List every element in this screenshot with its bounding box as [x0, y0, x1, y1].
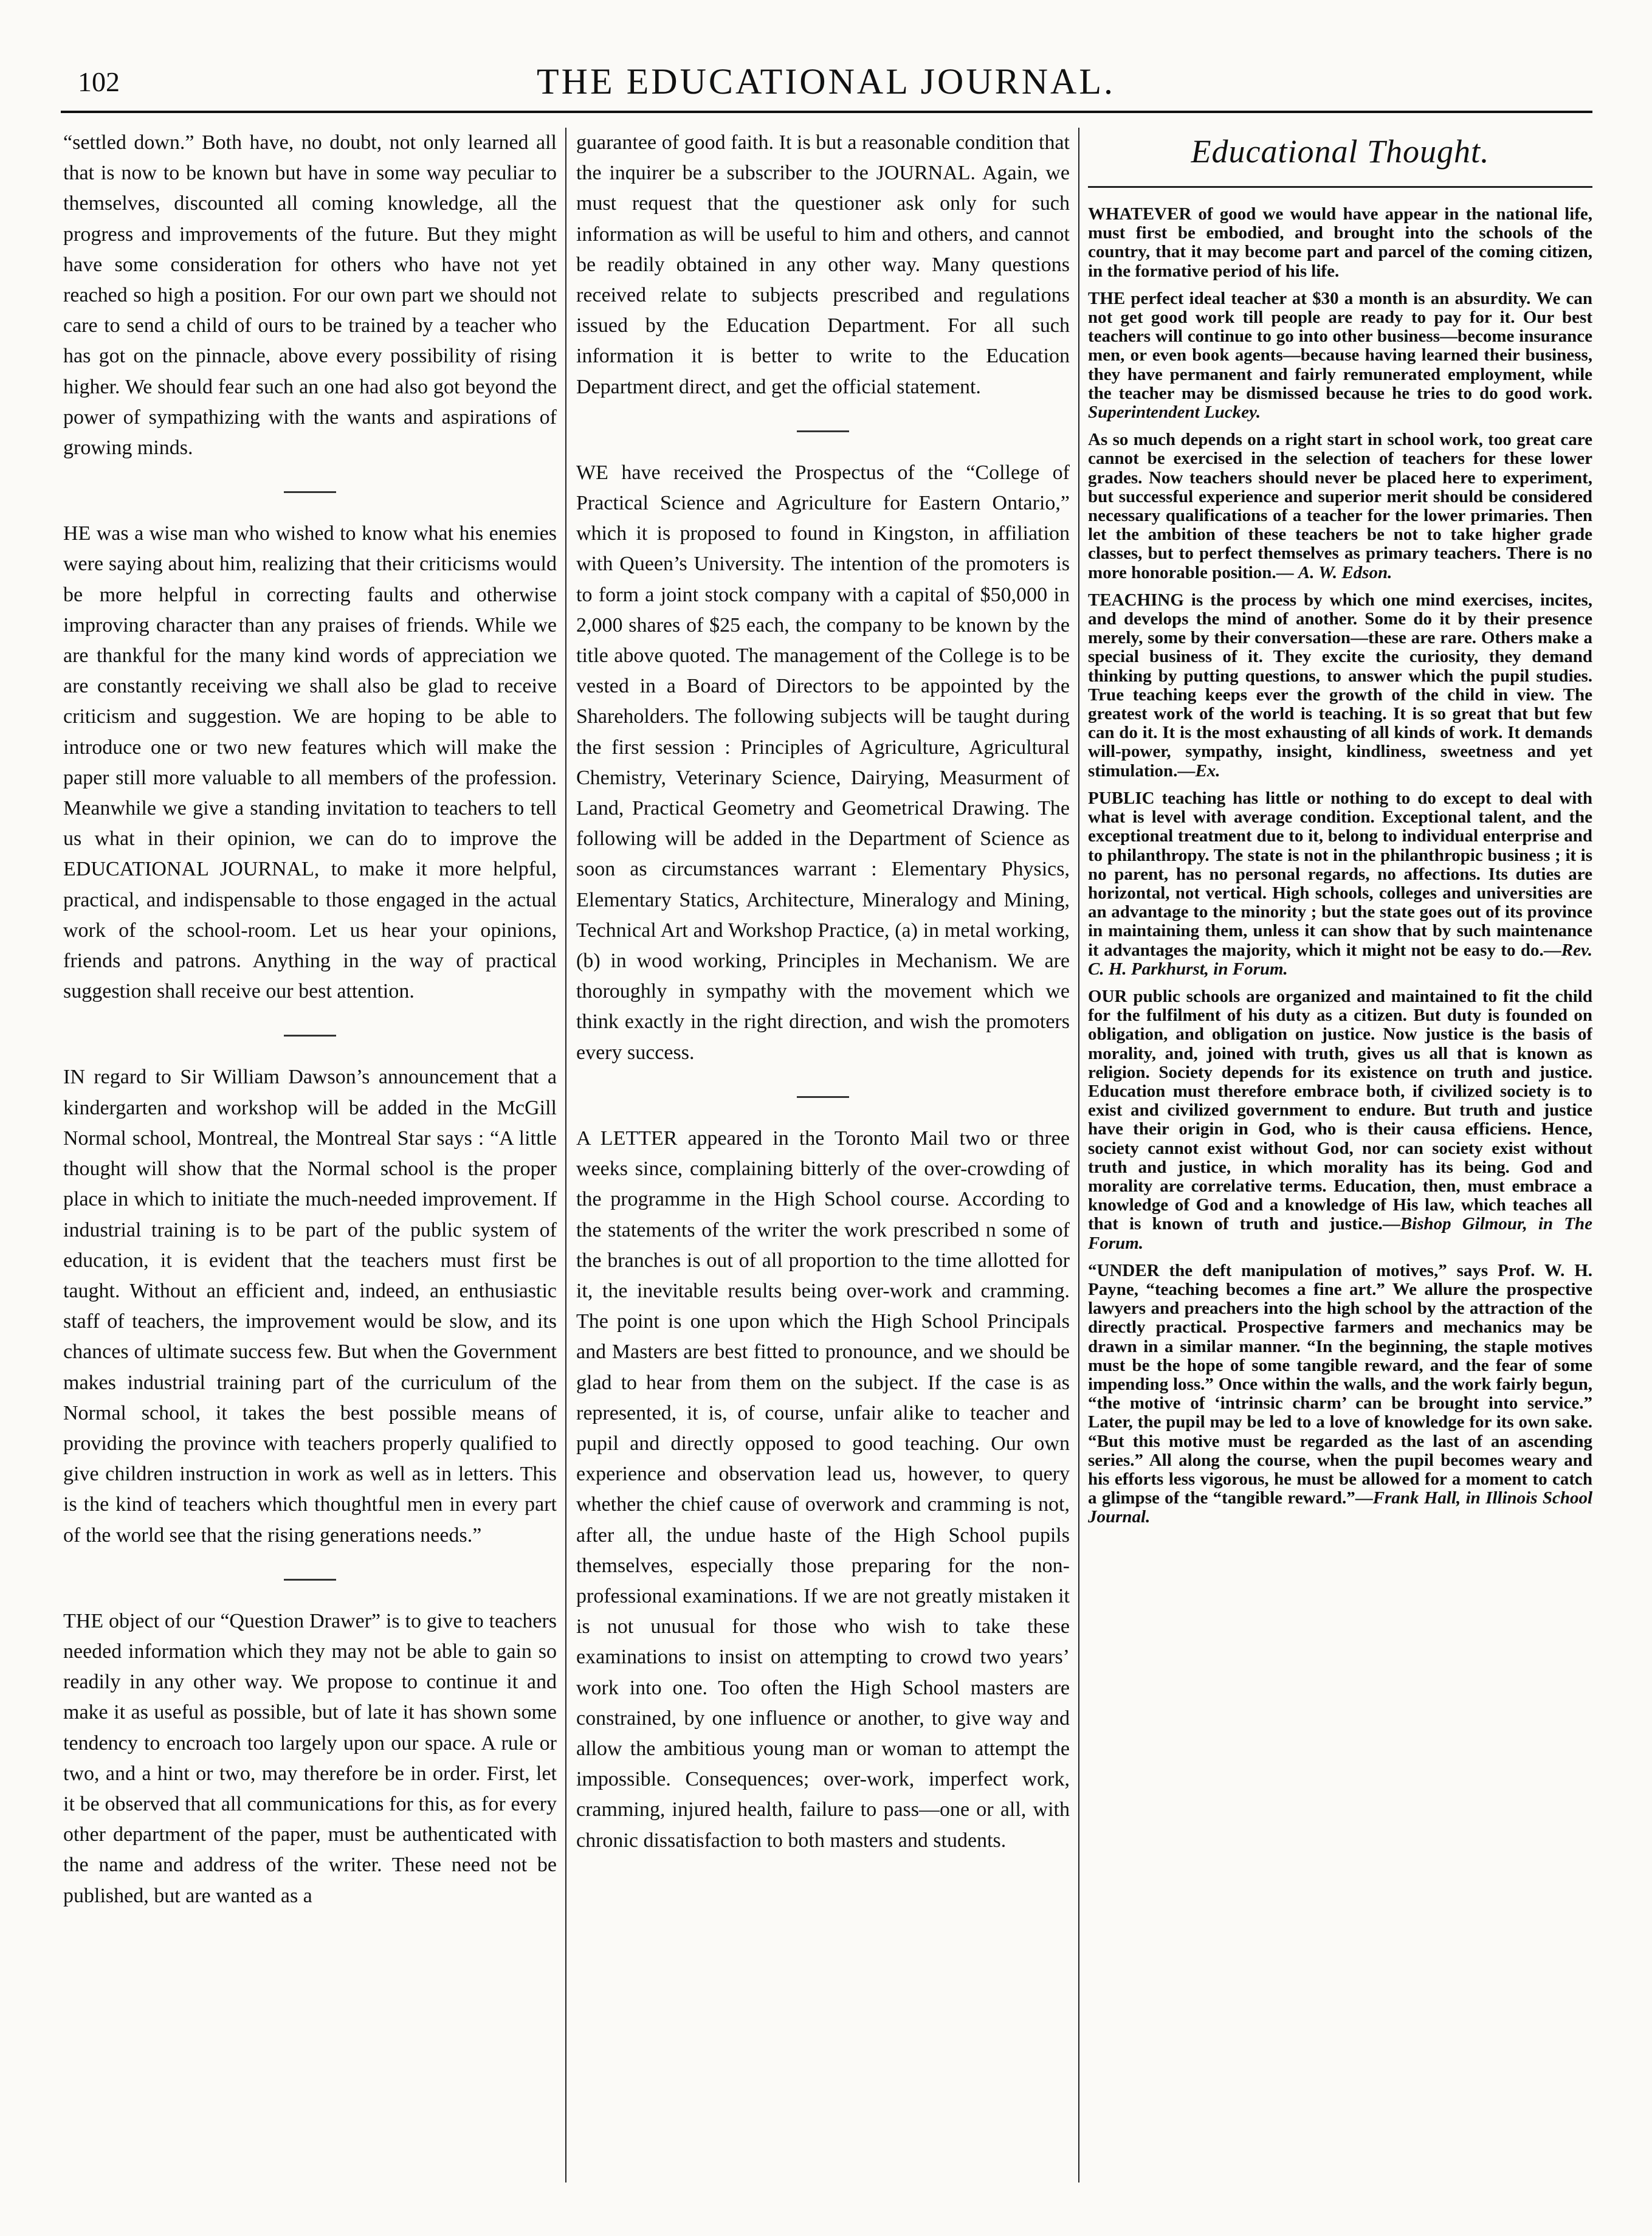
column-left: [63, 128, 557, 2183]
quote-text: PUBLIC teaching has little or nothing to do except to deal with what is level with average condition. Exceptional talent, and the exceptional treatment due to it, belong to individual enterprise and to philanthropy. The state is not in the philanthropic business ; it is no parent, has no personal regards, no affections. Its duties are horizontal, not vertical. High schools, colleges and universities are an advantage to the minority ; but the state goes out of its province in maintaining them, unless it can show that by such maintenance it advantages the majority, which it might not be easy to do.—: [1088, 788, 1592, 960]
paragraph: “settled down.” Both have, no doubt, not only learned all that is now to be known but have in some way peculiar to themselves, discounted all coming knowledge, all the progress and improvements of the future. But they might have some consideration for others who have not yet reached so high a position. For our own part we should not care to send a child of ours to be trained by a teacher who has got on the pinnacle, above every possibility of rising higher. We should fear such an one had also got beyond the power of sympathizing with the wants and aspirations of growing minds.: [63, 131, 557, 460]
quote-attribution: Rev. C. H. Parkhurst, in Forum.: [1088, 940, 1592, 979]
quote-item: [1088, 430, 1592, 582]
heading-rule: [1088, 186, 1592, 188]
section-separator: [284, 1035, 336, 1037]
column-divider: [565, 128, 566, 2183]
section-separator: [284, 491, 336, 493]
paragraph: guarantee of good faith. It is but a reasonable condition that the inquirer be a subscriber to the JOURNAL. Again, we must request that the questioner ask only for such information as will be useful to him and others, and cannot be readily obtained in any other way. Many questions received relate to subjects prescribed and regulations issued by the Education Department. For all such information it is better to write to the Education Department direct, and get the official statement.: [576, 131, 1070, 398]
column-right: [1088, 128, 1592, 2183]
quote-item: [1088, 1261, 1592, 1527]
quote-text: As so much depends on a right start in school work, too great care cannot be exercised in the selection of teachers for these lower grades. Now teachers should never be placed here to experiment, but successful experience and superior merit should be considered necessary qualifications of a teacher for the lower primaries. Then let the ambition of these teachers be not to take higher grade classes, but to perfect themselves as primary teachers. There is no more honorable position.—: [1088, 430, 1592, 582]
column-divider: [1078, 128, 1079, 2183]
section-separator: [284, 1579, 336, 1581]
quote-text: “UNDER the deft manipulation of motives,” says Prof. W. H. Payne, “teaching becomes a fine art.” We allure the prospective lawyers and preachers into the high school by the attraction of the directly practical. Prospective farmers and mechanics may be drawn in a similar manner. “In the beginning, the staple motives must be the hope of some tangible reward, and the fear of some impending loss.” Once within the walls, and the work fairly begun, “the motive of ‘intrinsic charm’ can be brought into service.” Later, the pupil may be led to a love of knowledge for its own sake. “But this motive must be regarded as the last of an ascending series.” All along the course, when the pupil becomes weary and his efforts less vigorous, he must be allowed for a moment to catch a glimpse of the “tangible reward.”—: [1088, 1260, 1592, 1508]
quote-text: THE perfect ideal teacher at $30 a month is an absurdity. We can not get good work till people are ready to pay for it. Our best teachers will continue to go into other business—become insurance men, or even book agents—because having learned their business, they have permanent and fairly remunerated employment, while the teacher may be dismissed because he tries to do good work.: [1088, 288, 1592, 403]
section-separator: [797, 430, 849, 432]
paragraph: WE have received the Prospectus of the “College of Practical Science and Agriculture for Eastern Ontario,” which it is proposed to found in Kingston, in affiliation with Queen’s University. The intention of the promoters is to form a joint stock company with a capital of $50,000 in 2,000 shares of $25 each, the company to be known by the title above quoted. The management of the College is to be vested in a Board of Directors to be appointed by the Shareholders. The following subjects will be taught during the first session : Principles of Agriculture, Agricultural Chemistry, Veterinary Science, Dairying, Measurment of Land, Practical Geometry and Geometrical Drawing. The following will be added in the Department of Science as soon as circumstances warrant : Elementary Physics, Elementary Statics, Architecture, Mineralogy and Mining, Technical Art and Workshop Practice, (a) in metal working, (b) in wood working, Principles in Mechanism. We are thoroughly in sympathy with the movement which we think exactly in the right direction, and wish the promoters every success.: [576, 461, 1070, 1064]
quote-text: TEACHING is the process by which one mind exercises, incites, and develops the mind of another. Some do it by their presence merely, some by their conversation—these are rare. Others make a special business of it. They excite the curiosity, they demand thinking by putting questions, to answer which the pupil studies. True teaching keeps ever the growth of the child in view. The greatest work of the world is teaching. It is so great that but few can do it. It is the most exhausting of all kinds of work. It demands will-power, sympathy, insight, kindliness, sweetness and yet stimulation.—: [1088, 590, 1592, 781]
quote-item: [1088, 205, 1592, 281]
paragraph: THE object of our “Question Drawer” is to give to teachers needed information which they may not be able to gain so readily in any other way. We propose to continue it and make it as useful as possible, but of late it has shown some tendency to encroach too largely upon our space. A rule or two, and a hint or two, may therefore be in order. First, let it be observed that all communications for this, as for every other department of the paper, must be authenticated with the name and address of the writer. These need not be published, but are wanted as a: [63, 1609, 557, 1907]
paragraph: IN regard to Sir William Dawson’s announcement that a kindergarten and workshop will be added in the McGill Normal school, Montreal, the Montreal Star says : “A little thought will show that the Normal school is the proper place in which to initiate the much-needed improvement. If industrial training is to be part of the public system of education, it is evident that the teachers must first be taught. Without an efficient and, indeed, an enthusiastic staff of teachers, the improvement would be slow, and its chances of ultimate success few. But when the Government makes industrial training part of the curriculum of the Normal school, it takes the best possible means of providing the province with teachers properly qualified to give children instruction in work as well as in letters. This is the kind of teachers which thoughtful men in every part of the world see that the rising generations needs.”: [63, 1066, 557, 1547]
quote-attribution: Superintendent Luckey.: [1088, 402, 1261, 423]
quote-attribution: Bishop Gilmour, in The Forum.: [1088, 1214, 1592, 1253]
page-number: 102: [78, 66, 120, 97]
quote-attribution: Frank Hall, in Illinois School Journal.: [1088, 1488, 1592, 1527]
section-heading: Educational Thought.: [1191, 133, 1490, 170]
quote-attribution: Ex.: [1195, 761, 1220, 781]
column-middle: [576, 128, 1070, 2183]
quote-item: [1088, 289, 1592, 422]
paragraph: A LETTER appeared in the Toronto Mail two or three weeks since, complaining bitterly of the over-crowding of the programme in the High School course. According to the statements of the writer the work prescribed n some of the branches is out of all proportion to the time allotted for it, the inevitable results being over-work and cramming. The point is one upon which the High School Principals and Masters are best fitted to pronounce, and we should be glad to hear from them on the subject. If the case is as represented, it is, of course, unfair alike to teacher and pupil and directly opposed to good teaching. Our own experience and observation lead us, however, to query whether the chief cause of overwork and cramming is not, after all, the undue haste of the High School pupils themselves, especially those preparing for the non-professional examinations. If we are not greatly mistaken it is not unusual for those who wish to take these examinations to insist on attempting to crowd two years’ work into one. Too often the High School masters are constrained, by one influence or another, to give way and allow the ambitious young man or woman to attempt the impossible. Consequences; over-work, imperfect work, cramming, injured health, failure to pass—one or all, with chronic dissatisfaction to both masters and students.: [576, 1127, 1070, 1852]
quote-attribution: A. W. Edson.: [1298, 562, 1392, 582]
header-rule: [61, 111, 1592, 113]
paragraph: HE was a wise man who wished to know what his enemies were saying about him, realizing that their criticisms would be more helpful in correcting faults and otherwise improving character than any praises of friends. While we are thankful for the many kind words of appreciation we are constantly receiving we shall also be glad to receive criticism and suggestion. We are hoping to be able to introduce one or two new features which will make the paper still more valuable to all members of the profession. Meanwhile we give a standing invitation to teachers to tell us what in their opinion, we can do to improve the EDUCATIONAL JOURNAL, to make it more helpful, practical, and indispensable to those engaged in the actual work of the school-room. Let us hear your opinions, friends and patrons. Anything in the way of practical suggestion shall receive our best attention.: [63, 522, 557, 1003]
quote-text: WHATEVER of good we would have appear in the national life, must first be embodied, and brought into the schools of the country, that it may become part and parcel of the coming citizen, in the formative period of his life.: [1088, 204, 1592, 281]
quote-text: OUR public schools are organized and maintained to fit the child for the fulfilment of his duty as a citizen. But duty is founded on obligation, and obligation on justice. Now justice is the basis of morality, and, joined with truth, gives us all that is known as religion. Society depends for its existence on truth and justice. Education must therefore embrace both, if civilized society is to exist and civilized government to endure. But truth and justice have their origin in God, who is their causa efficiens. Hence, society cannot exist without God, nor can society exist without truth and justice, in which morality has its being. God and morality are correlative terms. Education, then, must embrace a knowledge of God and a knowledge of His law, which teaches all that is known of truth and justice.—: [1088, 986, 1592, 1234]
section-separator: [797, 1096, 849, 1098]
quote-item: [1088, 789, 1592, 979]
running-title: THE EDUCATIONAL JOURNAL.: [536, 61, 1116, 102]
quote-item: [1088, 987, 1592, 1253]
quote-item: [1088, 591, 1592, 781]
